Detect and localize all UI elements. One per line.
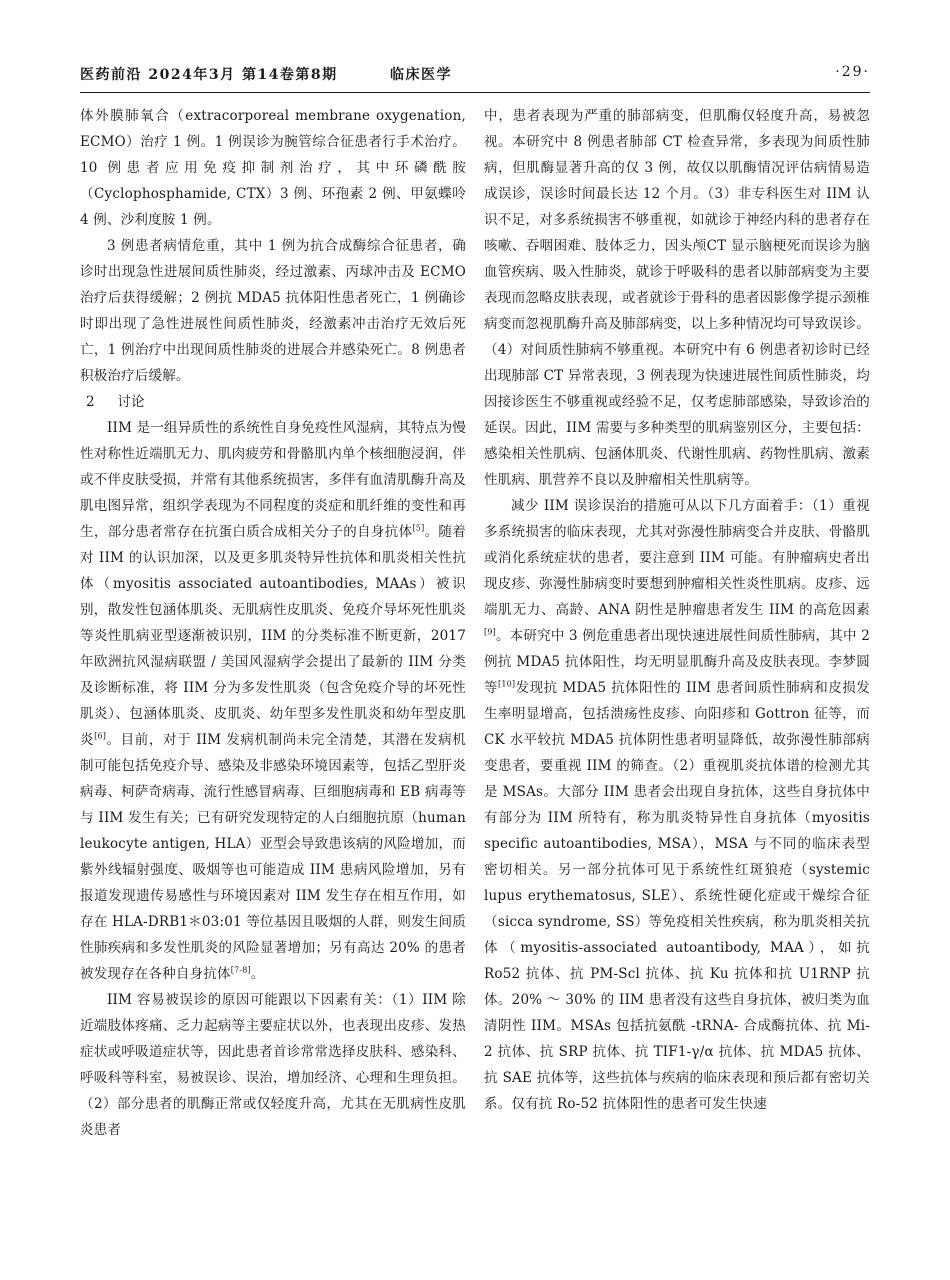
text-run: 发现抗 MDA5 抗体阳性的 IIM 患者间质性肺病和皮损发生率明显增高，包括溃疡性皮疹、向阳疹和 Gottron 征等，而 CK 水平较抗 MDA5 抗体阴性患者明显降低，故弥漫性肺部病变患者，要重视 IIM 的筛查。（2）重视肌炎抗体谱的检测尤其是 MSAs。大部分 IIM 患者会出现自身抗体，这些自身抗体中有部分为 IIM 所特有，称为肌炎特异性自身抗体（myositis specific autoantibodies, MSA），MSA 与不同的临床表型密切相关。另一部分抗体可见于系统性红斑狼疮（systemic lupus erythematosus, SLE）、系统性硬化症或干燥综合征（sicca syndrome, SS）等免疫相关性疾病，称为肌炎相关抗体（myositis-associated autoantibody, MAA），如抗 Ro52 抗体、抗 PM-Scl 抗体、抗 Ku 抗体和抗 U1RNP 抗体。20% ～ 30% 的 IIM 患者没有这些自身抗体，被归类为血清阴性 IIM。MSAs 包括抗氨酰 -tRNA- 合成酶抗体、抗 Mi-2 抗体、抗 SRP 抗体、抗 TIF1-γ/α 抗体、抗 MDA5 抗体、抗 SAE 抗体等，这些抗体与疾病的临床表现和预后都有密切关系。仅有抗 Ro-52 抗体阳性的患者可发生快速 <box>484 680 870 1112</box>
header-rule <box>80 92 870 93</box>
right-column <box>484 103 870 1275</box>
heading-text: 讨论 <box>117 394 145 410</box>
heading-number: 2 <box>86 394 95 410</box>
paragraph: IIM 容易被误诊的原因可能跟以下因素有关：（1）IIM 除近端肢体疼痛、乏力起病等主要症状以外，也表现出皮疹、发热症状或呼吸道症状等，因此患者首诊常常选择皮肤科、感染科、呼吸科等科室，易被误诊、误治，增加经济、心理和生理负担。（2）部分患者的肌酶正常或仅轻度升高，尤其在无肌病性皮肌炎患者 <box>80 992 466 1138</box>
left-column <box>80 103 466 1275</box>
text-run: 。随着对 IIM 的认识加深，以及更多肌炎特异性抗体和肌炎相关性抗体（myositis associated autoantibodies, MAAs）被识别，散发性包涵体肌炎、无肌病性皮肌炎、免疫介导坏死性肌炎等炎性肌病亚型逐渐被识别，IIM 的分类标准不断更新，2017 年欧洲抗风湿病联盟 / 美国风湿病学会提出了最新的 IIM 分类及诊断标准，将 IIM 分为多发性肌炎（包含免疫介导的坏死性肌炎）、包涵体肌炎、皮肌炎、幼年型多发性肌炎和幼年型皮肌炎 <box>80 524 466 748</box>
paragraph: 中，患者表现为严重的肺部病变，但肌酶仅轻度升高，易被忽视。本研究中 8 例患者肺部 CT 检查异常，多表现为间质性肺病，但肌酶显著升高的仅 3 例，故仅以肌酶情况评估病情易造成误诊，误诊时间最长达 12 个月。（3）非专科医生对 IIM 认识不足，对多系统损害不够重视，如就诊于神经内科的患者存在咳嗽、吞咽困难、肢体乏力，因头颅CT 显示脑梗死而误诊为脑血管疾病、吸入性肺炎，就诊于呼吸科的患者以肺部病变为主要表现而忽略皮肤表现，或者就诊于骨科的患者因影像学提示颈椎病变而忽视肌酶升高及肺部病变，以上多种情况均可导致误诊。（4）对间质性肺病不够重视。本研究中有 6 例患者初诊时已经出现肺部 CT 异常表现，3 例表现为快速进展性间质性肺炎，均因接诊医生不够重视或经验不足，仅考虑肺部感染，导致诊治的延误。因此，IIM 需要与多种类型的肌病鉴别区分，主要包括：感染相关性肌病、包涵体肌炎、代谢性肌病、药物性肌病、激素性肌病、肌营养不良以及肿瘤相关性肌病等。 <box>484 108 870 488</box>
text-run: 。本研究中 3 例危重患者出现快速进展性间质性肺病，其中 2 例抗 MDA5 抗体阳性，均无明显肌酶升高及皮肤表现。李梦圆等 <box>484 628 870 696</box>
text-run: 。 <box>250 966 265 982</box>
paragraph <box>484 493 870 1117</box>
citation: [7-8] <box>230 965 251 975</box>
paragraph: 体外膜肺氧合（extracorporeal membrane oxygenation, ECMO）治疗 1 例。1 例误诊为腕管综合征患者行手术治疗。10 例患者应用免疫抑制剂治疗，其中环磷酰胺（Cyclophosphamide, CTX）3 例、环孢素 2 例、甲氨蝶呤 4 例、沙利度胺 1 例。 <box>80 108 466 228</box>
page-number: ·29· <box>835 64 870 80</box>
text-run: 。目前，对于 IIM 发病机制尚未完全清楚，其潜在发病机制可能包括免疫介导、感染及非感染环境因素等，包括乙型肝炎病毒、柯萨奇病毒、流行性感冒病毒、巨细胞病毒和 EB 病毒等与 IIM 发生有关；已有研究发现特定的人白细胞抗原（human leukocyte antigen, HLA）亚型会导致患该病的风险增加，而紫外线辐射强度、吸烟等也可能造成 IIM 患病风险增加，另有报道发现遗传易感性与环境因素对 IIM 发生存在相互作用，如存在 HLA-DRB1＊03:01 等位基因且吸烟的人群，则发生间质性肺疾病和多发性肌炎的风险显著增加；另有高达 20% 的患者被发现存在各种自身抗体 <box>80 732 466 982</box>
page-header <box>80 58 870 86</box>
citation: [6] <box>94 731 107 741</box>
paragraph <box>80 415 466 987</box>
citation: [10] <box>498 679 516 689</box>
section-heading <box>80 389 466 415</box>
citation: [9] <box>484 627 496 637</box>
journal-info: 医药前沿 2024年3月 第14卷第8期 <box>80 67 338 83</box>
text-run: 减少 IIM 误诊误治的措施可从以下几方面着手：（1）重视多系统损害的临床表现，尤其对弥漫性肺病变合并皮肤、骨骼肌或消化系统症状的患者，要注意到 IIM 可能。有肿瘤病史者出现皮疹、弥漫性肺病变时要想到肿瘤相关性炎性肌病。皮疹、远端肌无力、高龄、ANA 阴性是肿瘤患者发生 IIM 的高危因素 <box>484 498 870 618</box>
citation: [5] <box>412 523 425 533</box>
section-title: 临床医学 <box>390 67 452 83</box>
paragraph: 3 例患者病情危重，其中 1 例为抗合成酶综合征患者，确诊时出现急性进展间质性肺炎，经过激素、丙球冲击及 ECMO 治疗后获得缓解；2 例抗 MDA5 抗体阳性患者死亡，1 例确诊时即出现了急性进展性间质性肺炎，经激素冲击治疗无效后死亡，1 例治疗中出现间质性肺炎的进展合并感染死亡。8 例患者积极治疗后缓解。 <box>80 238 466 384</box>
text-run: IIM 是一组异质性的系统性自身免疫性风湿病，其特点为慢性对称性近端肌无力、肌肉疲劳和骨骼肌内单个核细胞浸润，伴或不伴皮肤受损，并常有其他系统损害，多伴有血清肌酶升高及肌电图异常，组织学表现为不同程度的炎症和肌纤维的变性和再生，部分患者常存在抗蛋白质合成相关分子的自身抗体 <box>80 420 466 540</box>
